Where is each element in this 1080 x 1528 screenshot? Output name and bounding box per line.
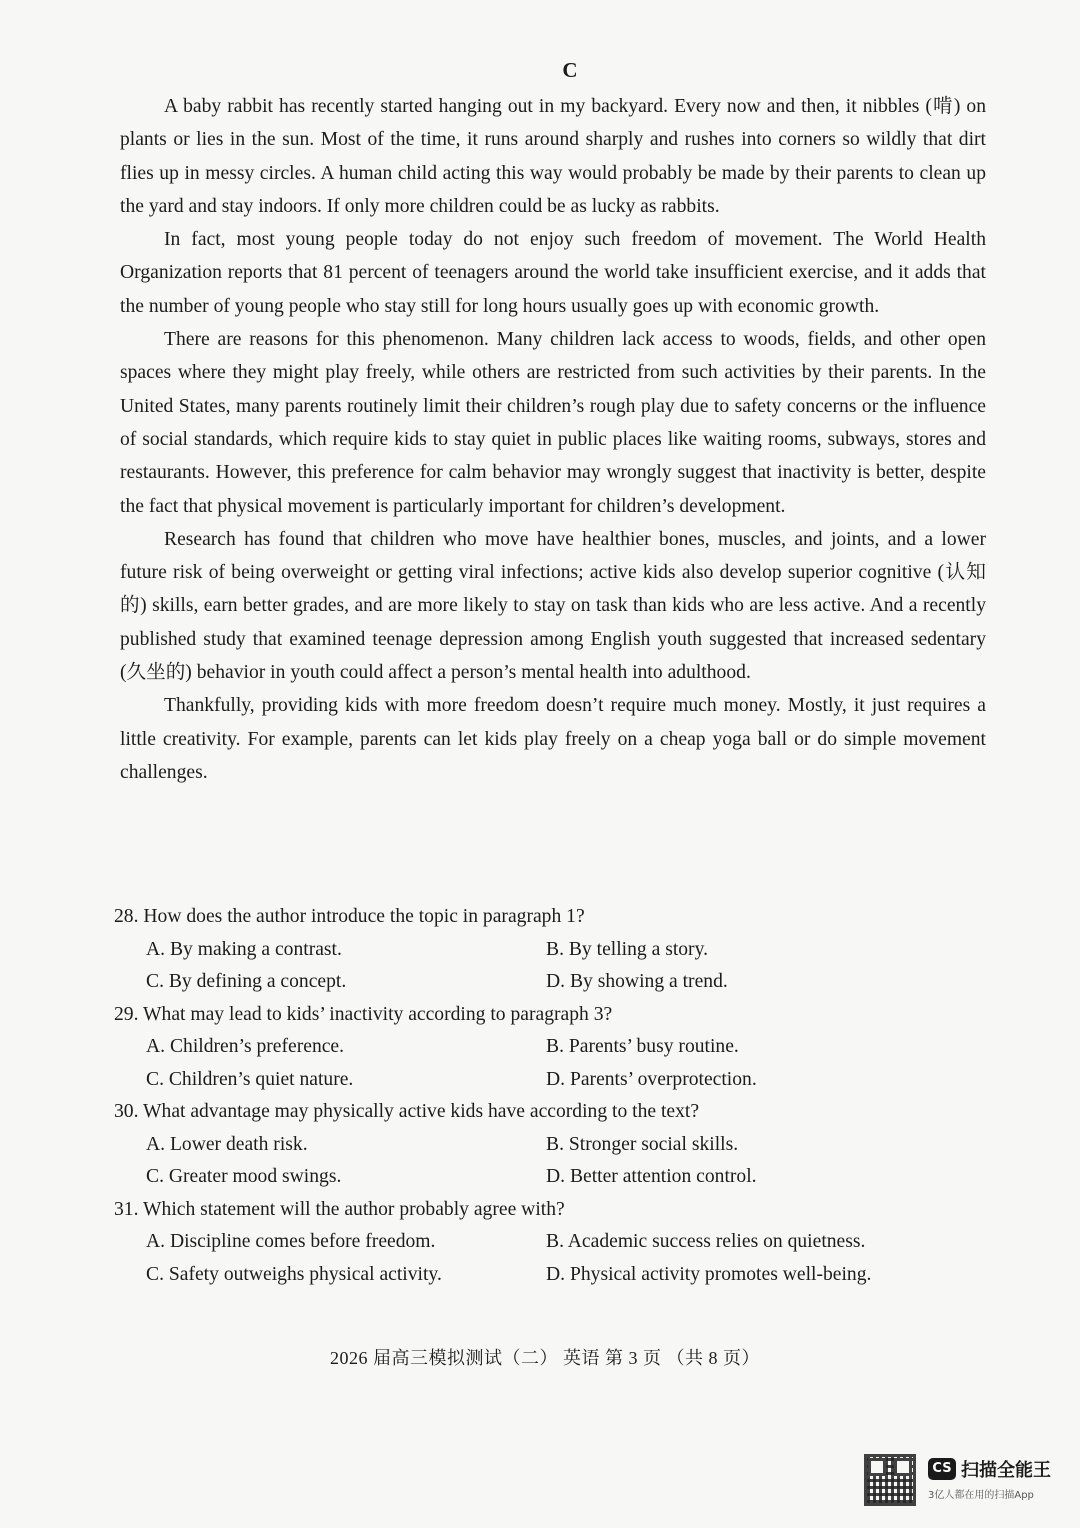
question-30 <box>114 1096 994 1194</box>
option-c: C. Greater mood swings. <box>146 1166 342 1187</box>
watermark-tagline: 3亿人都在用的扫描App <box>928 1490 1034 1501</box>
scanner-watermark <box>864 1454 1064 1510</box>
option-d: D. Better attention control. <box>546 1166 757 1187</box>
option-b: B. Stronger social skills. <box>546 1133 739 1155</box>
option-b: B. By telling a story. <box>546 938 709 960</box>
question-29 <box>114 999 994 1097</box>
question-stem: 28. How does the author introduce the topic in paragraph 1? <box>114 906 585 927</box>
camscanner-logo-icon: CS <box>928 1458 956 1480</box>
paragraph-1: A baby rabbit has recently started hanging out in my backyard. Every now and then, it nibbles (啃) on plants or lies in the sun. Most of the time, it runs around sharply and rushes into corners so wildly that dirt flies up in messy circles. A human child acting this way would probably be made by their parents to clean up the yard and stay indoors. If only more children could be as lucky as rabbits. <box>120 96 986 217</box>
section-letter: C <box>562 58 578 82</box>
option-d: D. Physical activity promotes well-being. <box>546 1263 872 1285</box>
option-c: C. Safety outweighs physical activity. <box>146 1263 442 1285</box>
option-a: A. Discipline comes before freedom. <box>146 1231 436 1252</box>
option-a: A. Lower death risk. <box>146 1133 308 1155</box>
paragraph-2: In fact, most young people today do not enjoy such freedom of movement. The World Health Organization reports that 81 percent of teenagers around the world take insufficient exercise, and it adds that the number of young people who stay still for long hours usually goes up with economic growth. <box>120 229 986 317</box>
question-stem: 30. What advantage may physically active kids have according to the text? <box>114 1101 700 1122</box>
question-stem: 29. What may lead to kids’ inactivity according to paragraph 3? <box>114 1003 613 1025</box>
paragraph-4: Research has found that children who move have healthier bones, muscles, and joints, and a lower future risk of being overweight or getting viral infections; active kids also develop superior cognitive (认知的) skills, earn better grades, and are more likely to stay on task than kids who are less active. And a recently published study that examined teenage depression among English youth suggested that increased sedentary (久坐的) behavior in youth could affect a person’s mental health into adulthood. <box>120 528 986 684</box>
page-footer: 2026 届高三模拟测试（二） 英语 第 3 页 （共 8 页） <box>330 1348 760 1368</box>
question-stem: 31. Which statement will the author probably agree with? <box>114 1198 565 1220</box>
question-31 <box>114 1194 994 1292</box>
watermark-brand: 扫描全能王 <box>961 1460 1051 1481</box>
option-b: B. Parents’ busy routine. <box>546 1036 739 1057</box>
qr-code-icon <box>864 1454 916 1506</box>
paragraph-3: There are reasons for this phenomenon. Many children lack access to woods, fields, and other open spaces where they might play freely, while others are restricted from such activities by their parents. In the United States, many parents routinely limit their children’s rough play due to safety concerns or the influence of social standards, which require kids to stay quiet in public places like waiting rooms, subways, stores and restaurants. However, this preference for calm behavior may wrongly suggest that inactivity is better, despite the fact that physical movement is particularly important for children’s development. <box>120 329 986 517</box>
option-c: C. Children’s quiet nature. <box>146 1068 354 1090</box>
question-28 <box>114 901 994 999</box>
paragraph-5: Thankfully, providing kids with more freedom doesn’t require much money. Mostly, it just requires a little creativity. For example, parents can let kids play freely on a cheap yoga ball or do simple movement challenges. <box>120 695 986 783</box>
option-a: A. By making a contrast. <box>146 938 342 960</box>
question-list <box>114 901 994 1291</box>
option-d: D. By showing a trend. <box>546 971 728 992</box>
option-d: D. Parents’ overprotection. <box>546 1068 757 1090</box>
reading-passage <box>120 90 986 789</box>
option-b: B. Academic success relies on quietness. <box>546 1231 866 1252</box>
option-a: A. Children’s preference. <box>146 1036 345 1057</box>
option-c: C. By defining a concept. <box>146 971 347 992</box>
